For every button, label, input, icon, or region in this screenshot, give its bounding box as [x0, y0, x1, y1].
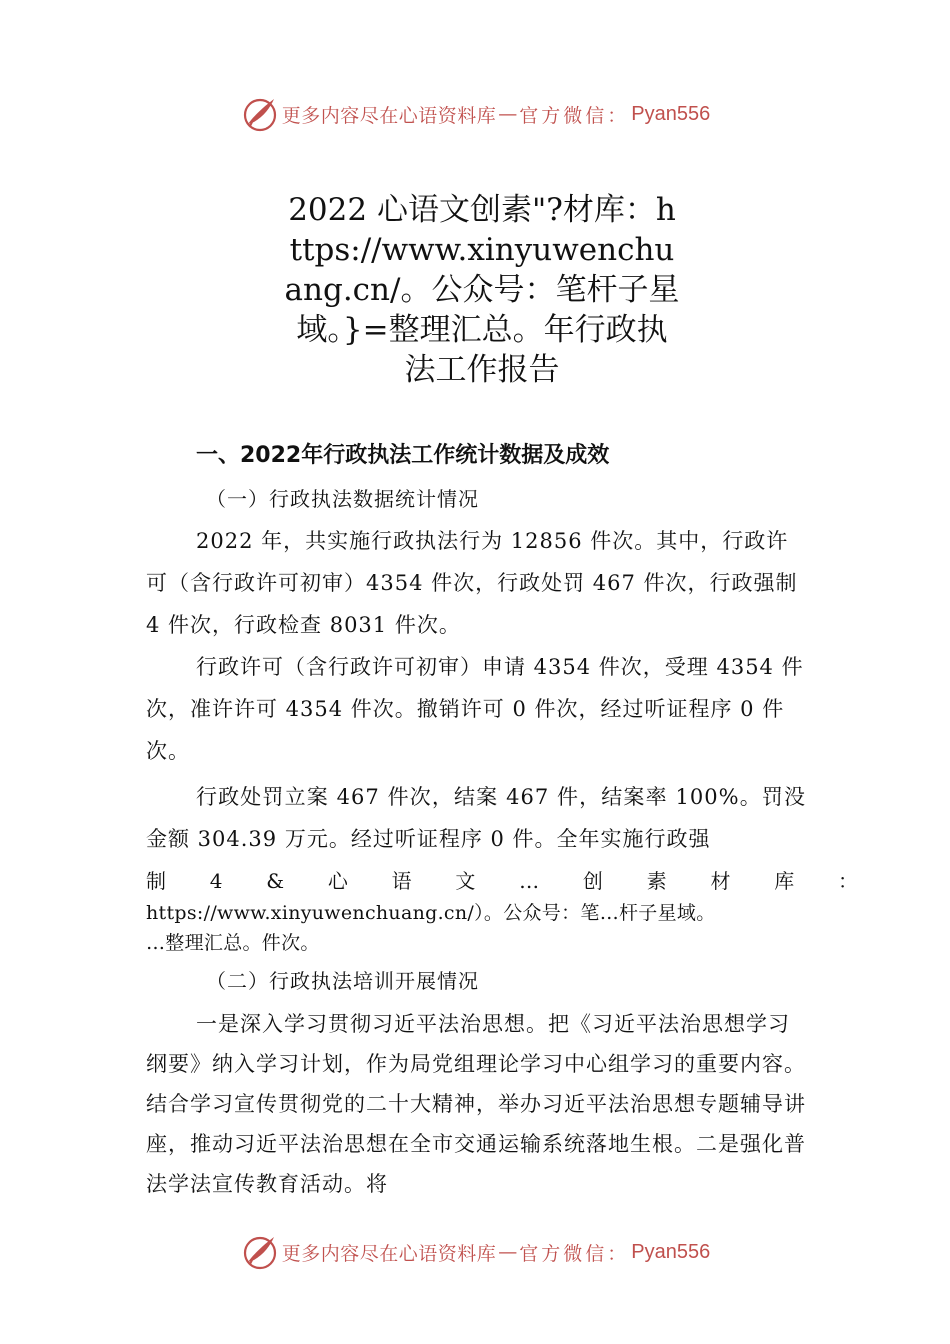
spread-char: 创 [582, 869, 603, 893]
spread-char: 素 [646, 869, 667, 893]
document-title: 2022 心语文创素"?材库：https://www.xinyuwenchuang.cn/。公众号：笔杆子星域。}=整理汇总。年行政执法工作报告 [284, 192, 680, 388]
banner-wechat-id: Pyan556 [631, 102, 711, 125]
spread-char: 制 [146, 869, 166, 893]
spread-char: 材 [710, 869, 731, 893]
footer-banner [0, 1232, 950, 1272]
header-banner [0, 94, 950, 134]
ending-text-line: …整理汇总。件次。 [146, 932, 320, 954]
spread-char: 心 [327, 869, 348, 893]
banner-main-text: 更多内容尽在心语资料库 [281, 104, 497, 127]
spread-text-line [146, 866, 858, 898]
banner-dash: — [498, 103, 518, 125]
paragraph-1: 2022 年，共实施行政执法行为 12856 件次。其中，行政许可（含行政许可初审）4354 件次，行政处罚 467 件次，行政强制 4 件次，行政检查 8031 件次。 [146, 529, 798, 637]
subheading-2: （二）行政执法培训开展情况 [206, 969, 479, 993]
spread-char: … [519, 869, 540, 893]
url-text-line: https://www.xinyuwenchuang.cn/）。公众号：笔…杆子星域。 [146, 902, 716, 924]
spread-char: 库 [774, 869, 795, 893]
banner-wechat-id: Pyan556 [631, 1240, 711, 1263]
spread-char: ： [837, 869, 858, 893]
spread-char: & [266, 869, 285, 893]
section-heading-1: 一、2022年行政执法工作统计数据及成效 [196, 443, 610, 468]
paragraph-2: 行政许可（含行政许可初审）申请 4354 件次，受理 4354 件次，准许许可 4354 件次。撤销许可 0 件次，经过听证程序 0 件次。 [146, 655, 804, 763]
subheading-1: （一）行政执法数据统计情况 [206, 487, 479, 511]
quill-circle-icon [240, 94, 280, 134]
spread-char: 4 [209, 869, 223, 893]
quill-circle-icon [240, 1232, 280, 1272]
paragraph-3-continuation [146, 866, 858, 958]
banner-wechat-label: 官方微信： [519, 1242, 630, 1265]
spread-char: 文 [455, 869, 476, 893]
paragraph-4: 一是深入学习贯彻习近平法治思想。把《习近平法治思想学习纲要》纳入学习计划，作为局党组理论学习中心组学习的重要内容。结合学习宣传贯彻党的二十大精神，举办习近平法治思想专题辅导讲座，推动习近平法治思想在全市交通运输系统落地生根。二是强化普法学法宣传教育活动。将 [146, 1012, 806, 1196]
banner-dash: — [498, 1241, 518, 1263]
spread-char: 语 [391, 869, 412, 893]
paragraph-3: 行政处罚立案 467 件次，结案 467 件，结案率 100%。罚没金额 304.39 万元。经过听证程序 0 件。全年实施行政强 [146, 785, 806, 851]
banner-main-text: 更多内容尽在心语资料库 [281, 1242, 497, 1265]
banner-wechat-label: 官方微信： [519, 104, 630, 127]
